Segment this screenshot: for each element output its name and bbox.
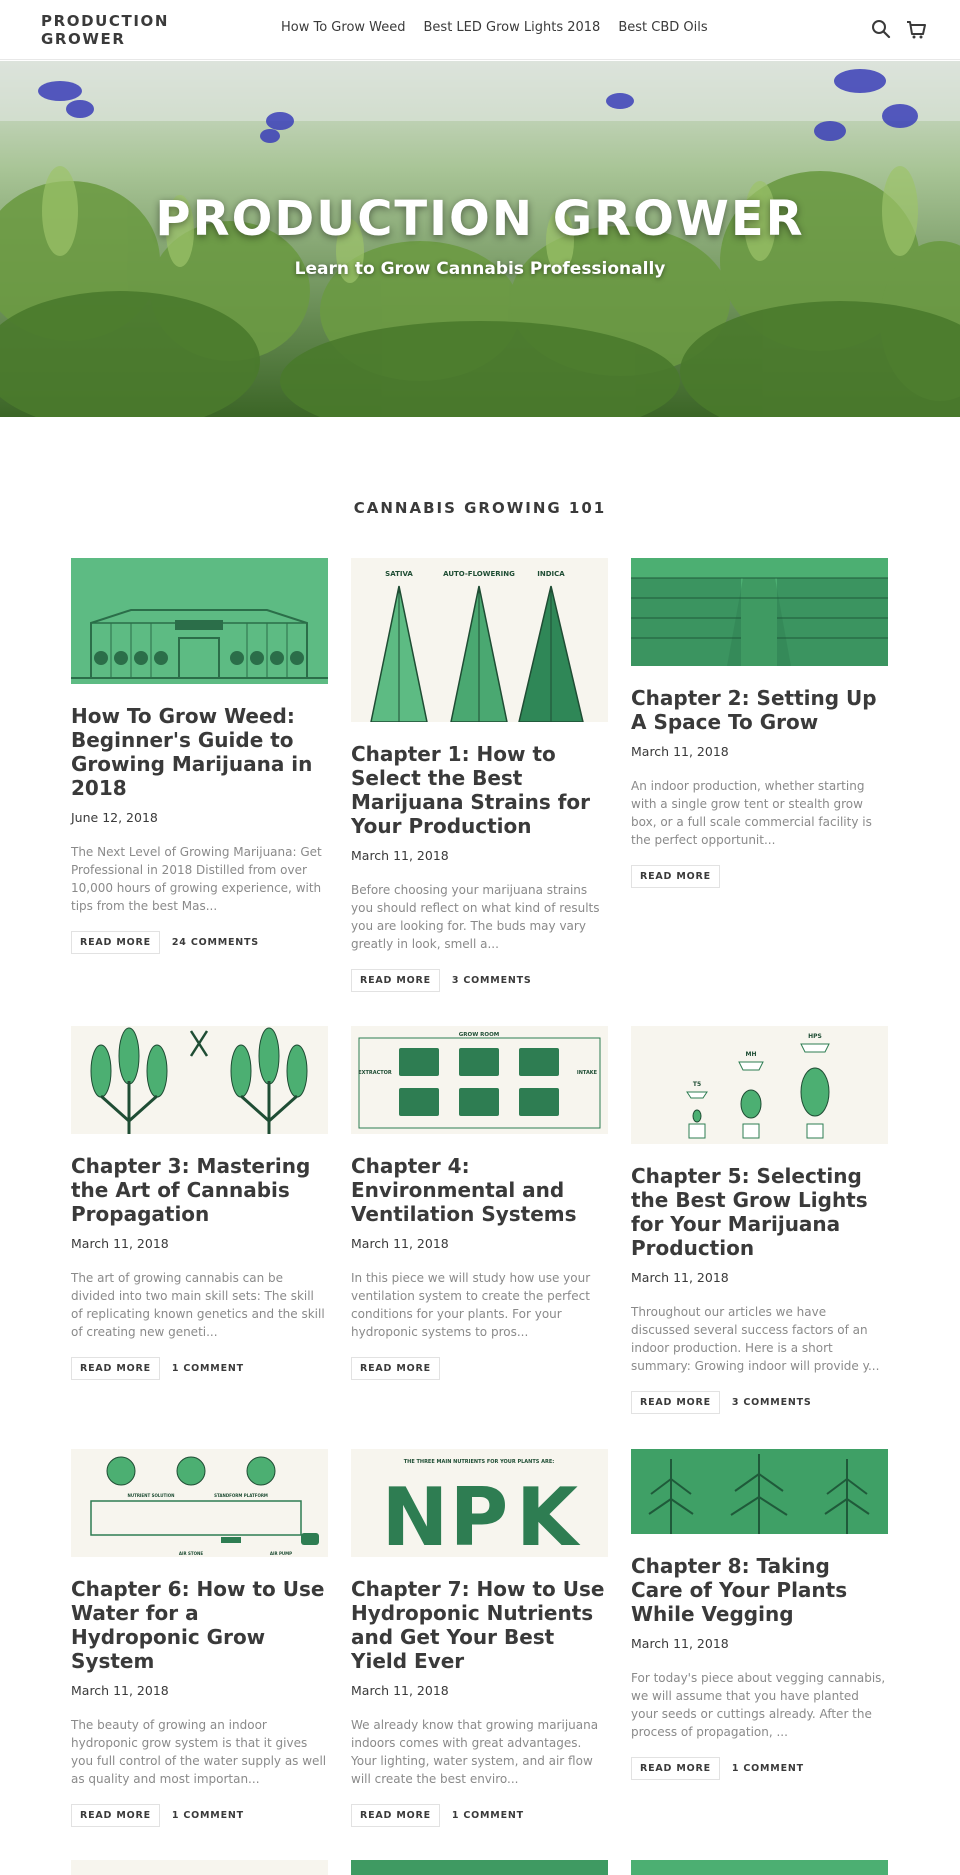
label-indica: INDICA	[537, 570, 565, 578]
vegging-plants-illustration[interactable]	[631, 1449, 888, 1534]
cuttings-illustration[interactable]	[71, 1026, 328, 1134]
hero-banner	[0, 61, 960, 417]
post-date: March 11, 2018	[71, 1683, 169, 1698]
search-icon[interactable]	[869, 17, 893, 41]
label-npk-heading: THE THREE MAIN NUTRIENTS FOR YOUR PLANTS ARE:	[403, 1459, 555, 1465]
label-mh: MH	[745, 1051, 757, 1058]
blog-card	[351, 558, 608, 992]
nav-link-how-to-grow-weed[interactable]: How To Grow Weed	[281, 20, 406, 35]
logo-line-2: GROWER	[41, 30, 126, 48]
post-date: March 11, 2018	[351, 1683, 449, 1698]
label-extractor: EXTRACTOR	[358, 1070, 392, 1076]
blog-card	[351, 1449, 608, 1827]
label-air-pump: AIR PUMP	[269, 1551, 293, 1556]
post-excerpt: For today's piece about vegging cannabis, we will assume that you have planted your seeds or cuttings already. After the process of propagation, ...	[631, 1671, 886, 1739]
blog-card	[351, 1026, 608, 1380]
read-more-button[interactable]: READ MORE	[631, 1757, 720, 1780]
post-excerpt: Before choosing your marijuana strains you should reflect on what kind of results you are looking for. The buds may vary greatly in look, smell a...	[351, 883, 600, 951]
post-excerpt: In this piece we will study how use your ventilation system to create the perfect conditions for your plants. For your hydroponic systems to pros...	[351, 1271, 591, 1339]
post-date: March 11, 2018	[351, 848, 449, 863]
blog-card	[631, 1026, 888, 1414]
grow-room-plan-illustration[interactable]	[351, 1026, 608, 1134]
label-intake: INTAKE	[576, 1070, 598, 1076]
hero-subtitle: Learn to Grow Cannabis Professionally	[294, 259, 666, 279]
comments-link[interactable]: 1 COMMENT	[171, 1810, 244, 1821]
next-card-thumbnail[interactable]	[71, 1860, 328, 1875]
post-date: March 11, 2018	[631, 744, 729, 759]
comments-link[interactable]: 3 COMMENTS	[451, 975, 532, 986]
npk-letter-n: N	[381, 1471, 449, 1557]
post-excerpt: An indoor production, whether starting with a single grow tent or stealth grow box, or a full scale commercial facility is the perfect opportunit...	[631, 779, 872, 847]
npk-illustration[interactable]	[351, 1449, 608, 1557]
read-more-button[interactable]: READ MORE	[71, 1804, 160, 1827]
blog-card	[631, 558, 888, 888]
comments-link[interactable]: 1 COMMENT	[171, 1363, 244, 1374]
grow-lights-illustration[interactable]	[631, 1026, 888, 1144]
read-more-button[interactable]: READ MORE	[631, 865, 720, 888]
post-excerpt: Throughout our articles we have discussed several success factors of an indoor production. Here is a short summary: Growing indoor will provide y...	[631, 1305, 880, 1373]
post-date: March 11, 2018	[631, 1636, 729, 1651]
blog-card	[71, 558, 328, 954]
post-excerpt: The beauty of growing an indoor hydroponic grow system is that it gives you full control of the water supply as well as quality and most importan...	[71, 1718, 327, 1786]
greenhouse-illustration[interactable]	[71, 558, 328, 684]
post-title[interactable]: Chapter 4: Environmental and Ventilation Systems	[351, 1154, 577, 1226]
post-title[interactable]: Chapter 3: Mastering the Art of Cannabis Propagation	[71, 1154, 311, 1226]
npk-letter-p: P	[449, 1471, 509, 1557]
nav-link-best-led-grow-lights[interactable]: Best LED Grow Lights 2018	[423, 20, 601, 35]
post-title[interactable]: Chapter 8: Taking Care of Your Plants While Vegging	[631, 1554, 848, 1626]
label-sativa: SATIVA	[385, 570, 413, 578]
read-more-button[interactable]: READ MORE	[631, 1391, 720, 1414]
read-more-button[interactable]: READ MORE	[71, 1357, 160, 1380]
post-date: March 11, 2018	[71, 1236, 169, 1251]
hydroponic-system-illustration[interactable]	[71, 1449, 328, 1557]
blog-card	[631, 1449, 888, 1780]
section-title: CANNABIS GROWING 101	[353, 499, 607, 517]
nav-link-best-cbd-oils[interactable]: Best CBD Oils	[618, 20, 708, 35]
label-nutrient-solution: NUTRIENT SOLUTION	[127, 1493, 175, 1498]
read-more-button[interactable]: READ MORE	[71, 931, 160, 954]
post-title[interactable]: Chapter 2: Setting Up A Space To Grow	[631, 686, 877, 734]
post-title[interactable]: Chapter 5: Selecting the Best Grow Lights for Your Marijuana Production	[631, 1164, 868, 1260]
post-title[interactable]: How To Grow Weed: Beginner's Guide to Growing Marijuana in 2018	[71, 704, 313, 800]
cart-icon[interactable]	[904, 17, 928, 41]
post-excerpt: The art of growing cannabis can be divided into two main skill sets: The skill of replicating known genetics and the skill of creating new geneti...	[71, 1271, 325, 1339]
next-card-thumbnail[interactable]	[631, 1860, 888, 1875]
post-excerpt: The Next Level of Growing Marijuana: Get Professional in 2018 Distilled from over 10,000 hours of growing experience, with tips from the best Mas...	[71, 845, 322, 913]
blog-card	[71, 1026, 328, 1380]
site-logo[interactable]	[41, 12, 191, 48]
post-title[interactable]: Chapter 7: How to Use Hydroponic Nutrients and Get Your Best Yield Ever	[351, 1577, 605, 1673]
label-auto-flowering: AUTO-FLOWERING	[443, 570, 515, 578]
label-grow-room: GROW ROOM	[458, 1032, 500, 1038]
read-more-button[interactable]: READ MORE	[351, 1804, 440, 1827]
label-hps: HPS	[808, 1033, 822, 1040]
post-date: March 11, 2018	[351, 1236, 449, 1251]
post-date: June 12, 2018	[71, 810, 158, 825]
label-standform-platform: STANDFORM PLATFORM	[214, 1493, 268, 1498]
npk-letter-k: K	[516, 1471, 578, 1557]
main-nav	[281, 20, 708, 35]
read-more-button[interactable]: READ MORE	[351, 969, 440, 992]
post-excerpt: We already know that growing marijuana indoors comes with great advantages. Your lighting, water system, and air flow will create the best enviro...	[351, 1718, 599, 1786]
site-header	[0, 0, 960, 60]
grow-room-rows-illustration[interactable]	[631, 558, 888, 666]
next-card-thumbnail[interactable]	[351, 1860, 608, 1875]
hero-title: PRODUCTION GROWER	[155, 191, 805, 247]
comments-link[interactable]: 1 COMMENT	[451, 1810, 524, 1821]
blog-card	[71, 1449, 328, 1827]
read-more-button[interactable]: READ MORE	[351, 1357, 440, 1380]
label-air-stone: AIR STONE	[178, 1551, 204, 1556]
post-title[interactable]: Chapter 6: How to Use Water for a Hydroponic Grow System	[71, 1577, 325, 1673]
comments-link[interactable]: 3 COMMENTS	[731, 1397, 812, 1408]
post-title[interactable]: Chapter 1: How to Select the Best Marijuana Strains for Your Production	[351, 742, 590, 838]
comments-link[interactable]: 1 COMMENT	[731, 1763, 804, 1774]
logo-line-1: PRODUCTION	[41, 12, 170, 30]
label-t5: T5	[692, 1081, 702, 1088]
strain-leaves-illustration[interactable]	[351, 558, 608, 722]
comments-link[interactable]: 24 COMMENTS	[171, 937, 259, 948]
post-date: March 11, 2018	[631, 1270, 729, 1285]
